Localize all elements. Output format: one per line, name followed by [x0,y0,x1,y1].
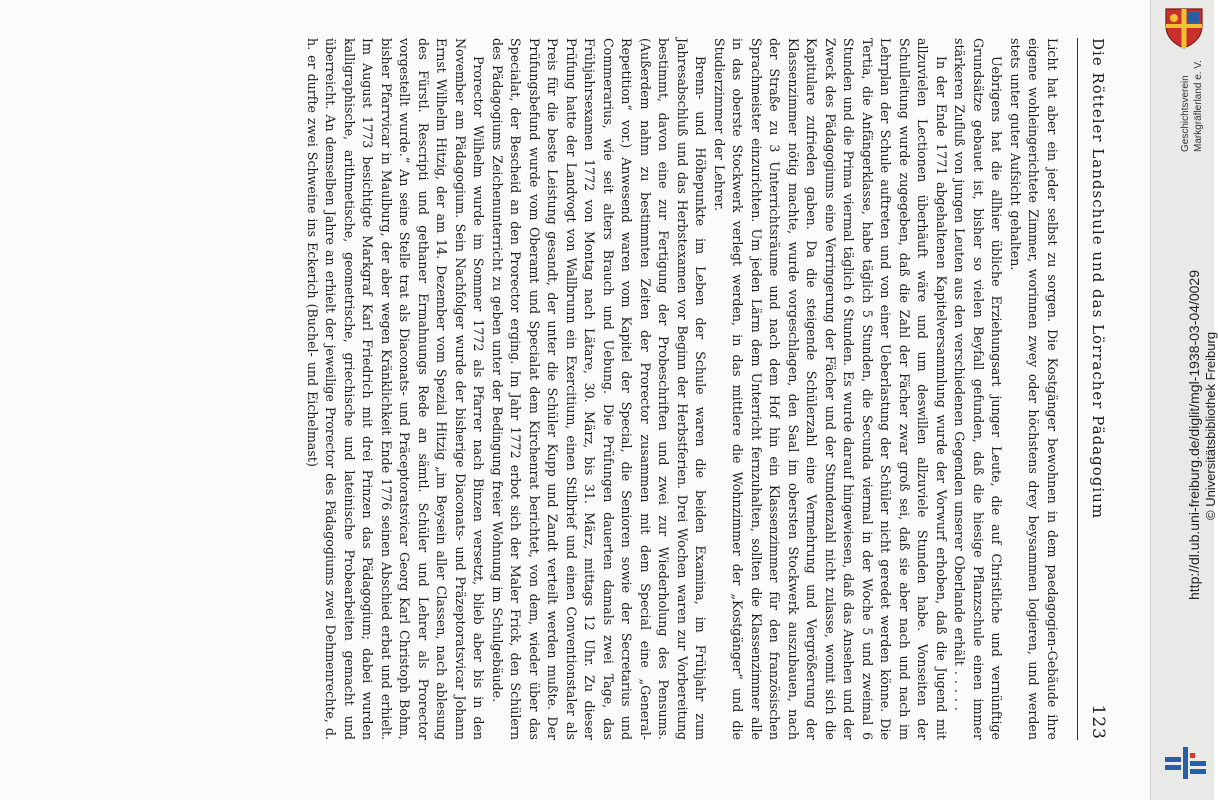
paragraph: Brenn- und Höhepunkte im Leben der Schule waren die beiden Examina, im Frühjahr zum Jahresabschluß und das Herbstexamen vor Beginn der Herbstferien. Drei Wochen waren zur Vorbereitung bestimmt, davon eine zur Fertigung der Probeschriften und zwei zur Wiederholung des Pensums. (Außerdem nahm zu bestimmten Zeiten der Prorector zusammen mit dem Special eine „General-Repetition“ vor.) Anwesend waren vom Kapitel der Special, die Senioren sowie der Secretarius und Commerarius, wie seit alters Brauch und Uebung. Die Prüfungen dauerten damals zwei Tage, das Frühjahrsexamen 1772 von Montag nach Lätare, 30. März, bis 31. März, mittags 12 Uhr. Zu dieser Prüfung hatte der Landvogt von Wallbrunn ein Exercitium, einen Stilbrief und einen Conventionstaler als Preis für die beste Leistung gesandt, der unter die Schüler Kupp und Zandt verteilt werden mußte. Der Prüfungsbefund wurde vom Oberamt und Specialat dem Kirchenrat berichtet, von dem, wieder über das Specialat, der Bescheid an den Prorector erging. Im Jahr 1772 erbot sich der Maler Frick, den Schülern des Pädagogiums Zeichenunterricht zu geben unter der Bedingung freier Wohnung im Schulgebäude. [490,38,709,740]
society-name-line1: Geschichtsverein [1180,75,1191,152]
running-head-title: Die Rötteler Landschule und das Lörracher Pädagogium [1089,38,1107,520]
coat-of-arms-icon [1162,6,1206,50]
paragraph: In der Ende 1771 abgehaltenen Kapitelversammlung wurde der Vorwurf erhoben, daß die Jugend mit allzuvielen Lectionen überhäuft wäre und um deswillen allzuviele Stunden habe. Vonseiten der Schulleitung wurde zugegeben, daß die Zahl der Fächer zwar groß sei, daß sie aber nach und nach im Lehrplan der Schule auftreten und von einer Ueberlastung der Schüler nicht geredet werden könne. Die Tertia, die Anfängerklasse, habe täglich 5 Stunden, die Secunda viermal in der Woche 5 und zweimal 6 Stunden und die Prima viermal täglich 6 Stunden. Es wurde darauf hingewiesen, daß das Ansehen und der Zweck des Pädagogiums eine Verringerung der Fächer und der Stundenzahl nicht zulasse, womit sich die Kapitulare zufrieden gaben. Da die steigende Schülerzahl eine Vermehrung und Vergrößerung der Klassenzimmer nötig machte, wurde vorgeschlagen, den Saal im obersten Stockwerk auszubauen, nach der Straße zu 3 Unterrichtsräume und nach dem Hof hin ein Klassenzimmer für den französischen Sprachmeister einzurichten. Um jeden Lärm dem Unterricht fernzuhalten, sollten die Klassenzimmer alle in das oberste Stockwerk verlegt werden, in das mittlere die Wohnzimmer der „Kostgänger“ und die Studierzimmer der Lehrer. [712,38,949,740]
paragraph: Licht hat aber ein jeder selbst zu sorgen. Die Kostgänger bewohnen in dem paedagogien-Gebäude ihre eigene wohleingerichtete Zimmer, worinnen zwey oder höchstens drey beysammen logieren, und werden stets unter guter Aufsicht gehalten. [1008,38,1060,740]
page-number: 123 [1088,704,1108,740]
paragraph: Uebrigens hat die allhier übliche Erziehungsart junger Leute, die auf Christliche und vernünftige Grundsätze gebauet ist, bisher so vielen Beyfall gefunden, daß die hiesige Pflanzschule einen immer stärkeren Zufluß von jungen Leuten aus den verschiedenen Gegenden unserer Oberlande erhält . . . . . [952,38,1005,740]
paragraph: Prorector Wilhelm wurde im Sommer 1772 als Pfarrer nach Binzen versetzt, blieb aber bis in den November am Pädagogium. Sein Nachfolger wurde der bisherige Diaconats- und Präzeptoratsvicar Johann Ernst Wilhelm Hitzig, der am 14. Dezember vom Spezial Hitzig „im Beysein aller Classen, nach ablesung des Fürstl. Rescripti und gethaner Ermahnungs Rede an sämtl. Schüler und Lehrer als Prorector vorgestellt wurde.“ An seine Stelle trat als Diaconats- und Präceptoratsvicar Georg Karl Christoph Bohm, bisher Pfarrvicar in Maulburg, der aber wegen Kränklichkeit Ende 1776 seinen Abschied erbat und erhielt. Im August 1773 besichtigte Markgraf Karl Friedrich mit drei Prinzen das Pädagogium; dabei wurden kalligraphische, arithmetische, geometrische, griechische und lateinische Probearbeiten gemacht und überreicht. An demselben Jahre an erhielt der jeweilige Prorector des Pädagogiums zwei Dehmenrechte, d. h. er durfte zwei Schweine ins Eckerich (Buchel- und Eichelmast) [305,38,487,740]
source-url-link[interactable]: http://dl.ub.uni-freiburg.de/diglit/mgl-1938-03-04/0029 [1186,270,1202,600]
running-head [1088,38,1108,740]
ub-freiburg-logo-icon [1163,745,1209,781]
society-name-line2: Markgräflerland e. V. [1193,60,1204,152]
body-text [303,38,1062,740]
copyright-notice: © Universitätsbibliothek Freiburg [1203,331,1218,520]
header-rule [1077,38,1078,740]
